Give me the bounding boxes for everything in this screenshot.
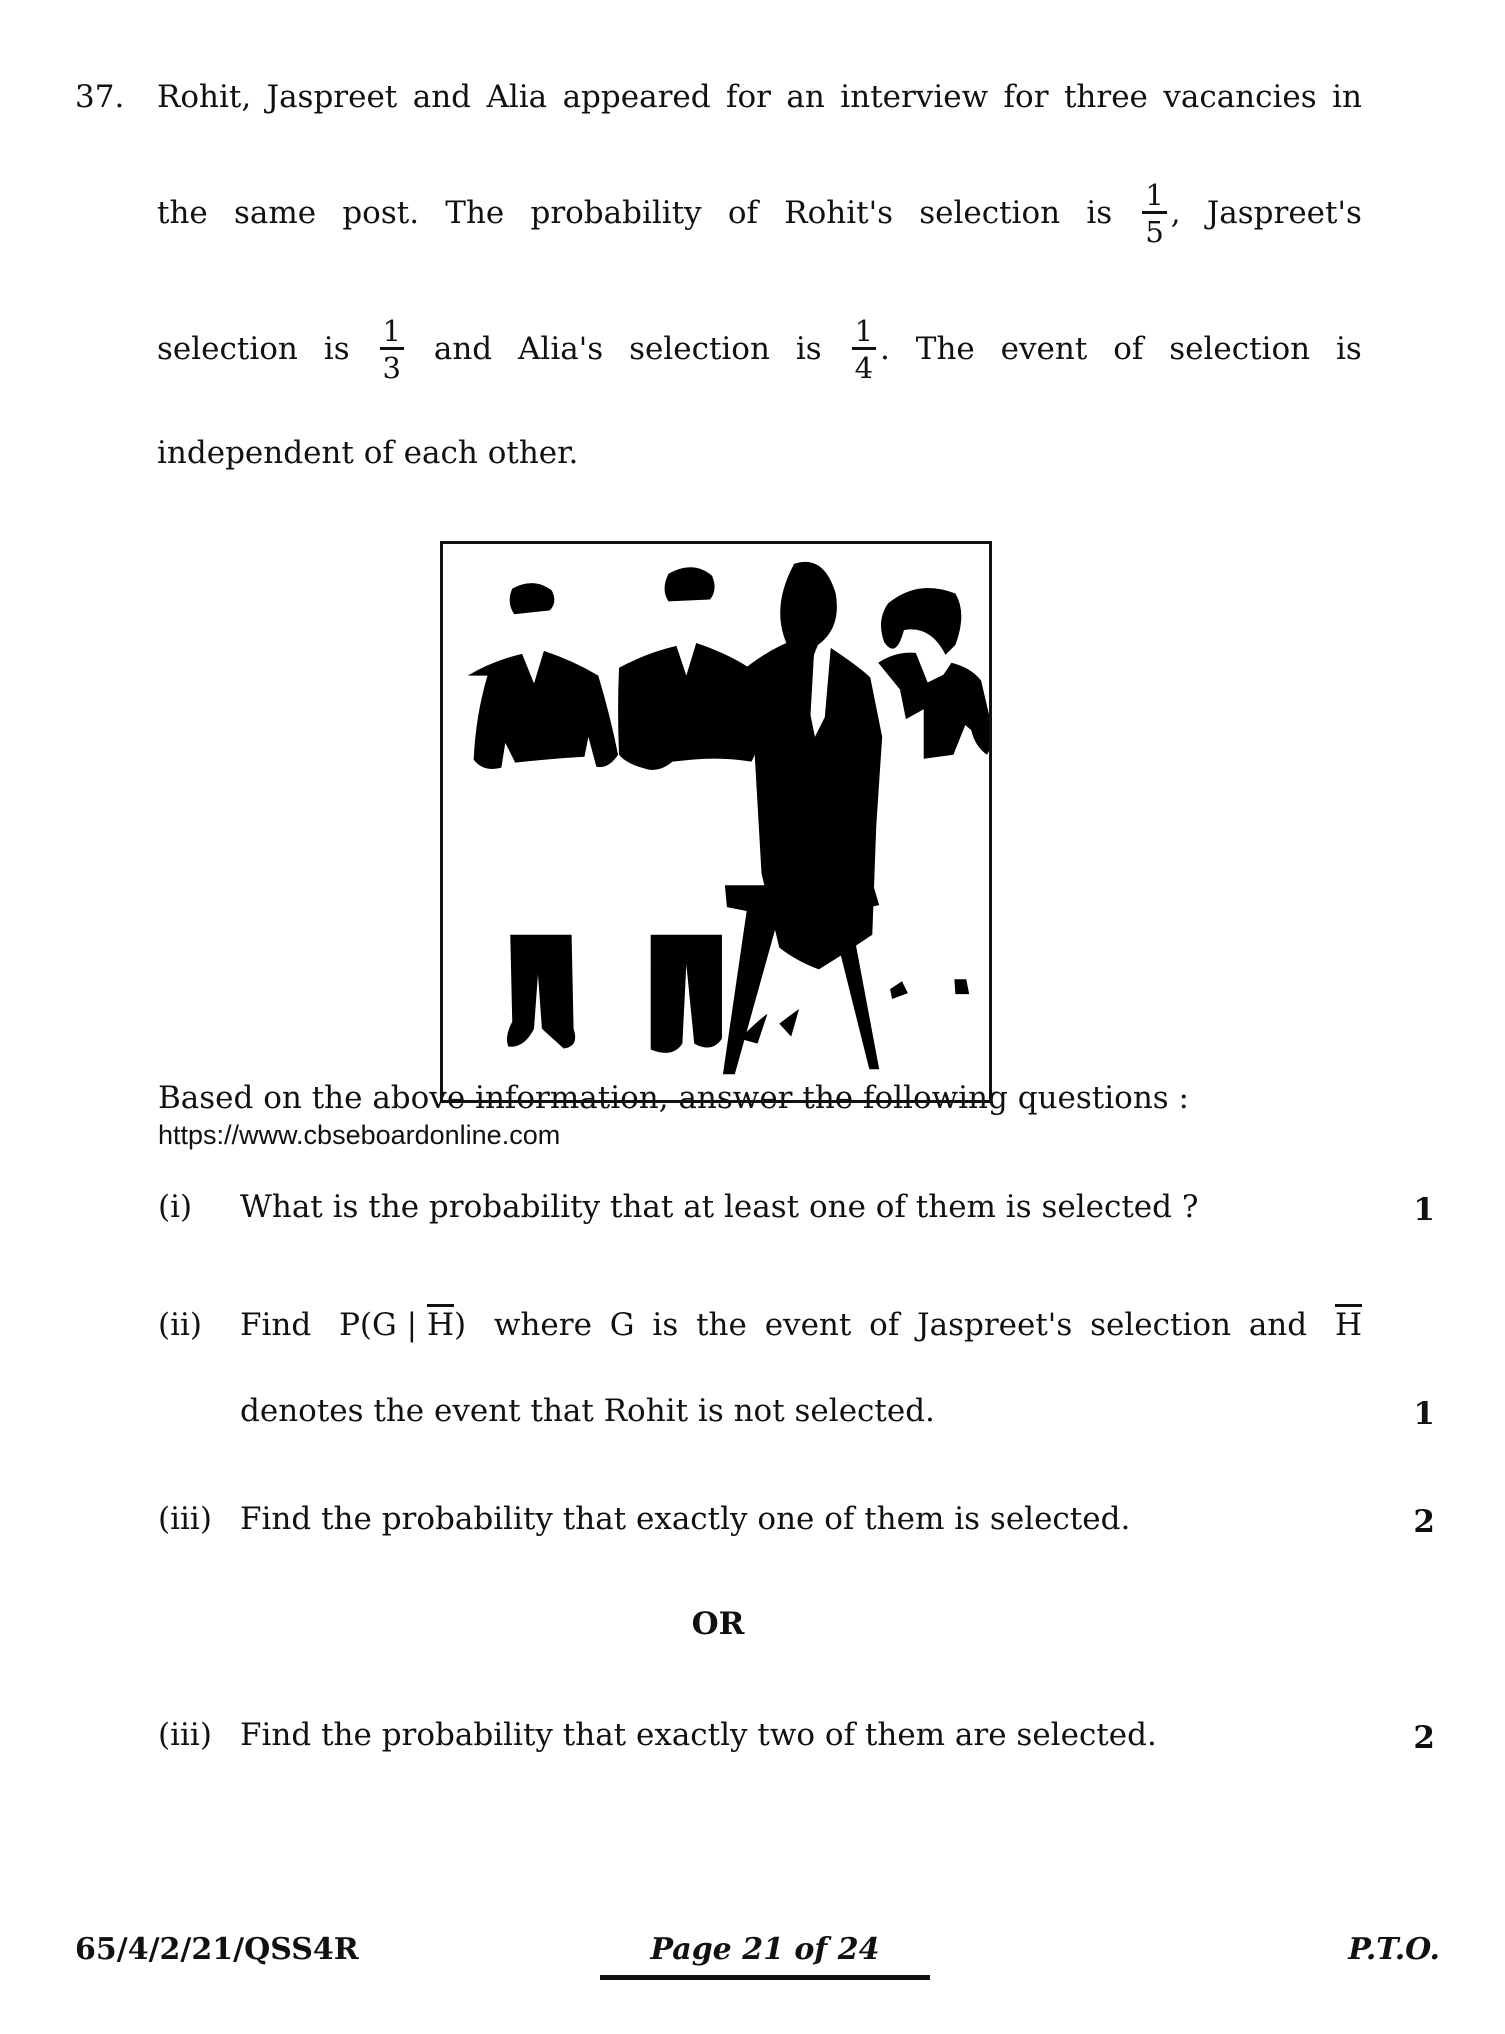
fraction-numerator: 1 [1142,180,1166,214]
question-number: 37. [75,79,125,115]
h-complement-symbol: $\overline{H}$ [1334,1307,1362,1343]
question-intro-line-2 [157,180,1362,248]
question-intro-line-3 [157,316,1362,384]
conditional-probability-expression [339,1307,467,1343]
alt-part-iii-label: (iii) [158,1717,212,1753]
part-iii-text: Find the probability that exactly one of them is selected. [240,1501,1131,1537]
part-iii-marks: 2 [1413,1504,1435,1540]
part-i-marks: 1 [1413,1192,1435,1228]
word: is [323,331,350,368]
questions-prompt: Based on the above information, answer the following questions : [158,1080,1189,1116]
word: same [233,195,317,232]
question-intro-line-1 [157,79,1362,115]
word: and [433,331,493,368]
word: Rohit's [784,195,894,232]
or-separator: OR [691,1606,745,1642]
interview-silhouette-image [440,541,992,1103]
part-ii-line-1 [240,1307,1362,1343]
part-ii-marks: 1 [1413,1396,1435,1432]
fraction-denominator: 4 [854,351,874,386]
word: selection [157,331,298,368]
part-ii-label: (ii) [158,1307,203,1343]
interviewer-silhouette [723,562,882,1074]
word: The [915,331,975,368]
part-ii-line-2: denotes the event that Rohit is not selected. [240,1393,935,1429]
part-ii-find: Find [240,1307,312,1343]
candidate-1-silhouette [468,583,618,1048]
word: is [1086,195,1113,232]
part-ii-description: where G is the event of Jaspreet's selection and [493,1307,1308,1343]
please-turn-over: P.T.O. [1348,1932,1440,1967]
silhouette-illustration [443,544,989,1100]
alt-part-iii-text: Find the probability that exactly two of them are selected. [240,1717,1157,1753]
fraction-one-fourth [852,316,876,384]
fraction-one-fifth [1142,180,1166,248]
word: selection [629,331,770,368]
intro-text-line-1: Rohit, Jaspreet and Alia appeared for an interview for three vacancies in [157,79,1362,115]
word: is [795,331,822,368]
word: the [157,195,208,232]
fraction-numerator: 1 [852,316,876,350]
word: is [1336,331,1362,368]
word: of [727,195,759,232]
candidate-3-silhouette [878,588,989,999]
expr-suffix: ) [453,1307,467,1343]
word: post. [342,195,420,232]
word: event [1000,331,1088,368]
word: selection [919,195,1061,232]
period: . [880,331,890,368]
question-intro-line-4: independent of each other. [157,435,579,471]
word: selection [1169,331,1311,368]
word: Jaspreet's [1206,195,1362,232]
alia-probability [848,316,890,384]
alt-part-iii-marks: 2 [1413,1720,1435,1756]
fraction-denominator: 3 [382,351,401,386]
rohit-probability [1138,180,1180,248]
page-number: Page 21 of 24 [650,1932,880,1967]
word: Alia's [518,331,604,368]
part-i-label: (i) [158,1189,193,1225]
part-iii-label: (iii) [158,1501,212,1537]
part-i-text: What is the probability that at least one of them is selected ? [240,1189,1199,1225]
word: of [1113,331,1144,368]
fraction-numerator: 1 [380,316,404,350]
h-complement: $\overline{H}$ [426,1307,454,1343]
word: probability [530,195,702,232]
fraction-one-third [380,316,404,384]
comma: , [1170,195,1181,232]
expr-prefix: P(G | [339,1307,418,1343]
page-number-underline [600,1975,930,1980]
watermark-url[interactable]: https://www.cbseboardonline.com [158,1120,561,1150]
paper-code: 65/4/2/21/QSS4R [75,1932,359,1967]
word: The [445,195,505,232]
fraction-denominator: 5 [1145,215,1164,250]
